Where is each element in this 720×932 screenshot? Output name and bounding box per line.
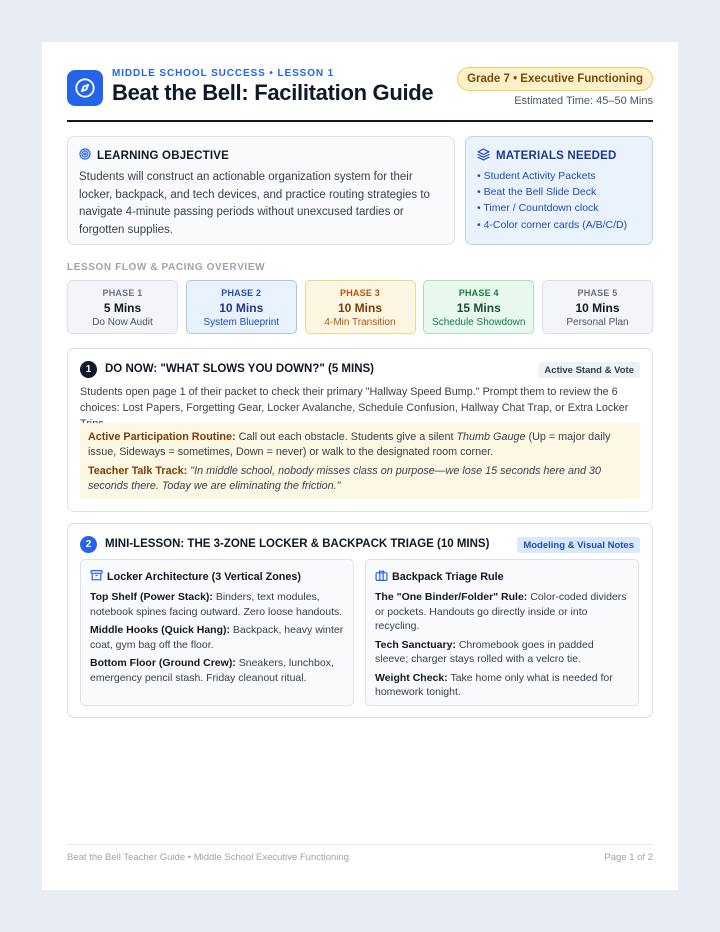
target-icon xyxy=(79,148,91,163)
zone-item-text: Chromebook goes in padded sleeve; charger stays rolled with a velcro tie. xyxy=(375,638,594,665)
routine-text: Call out each obstacle. Students give a silent xyxy=(235,431,457,443)
briefcase-icon xyxy=(375,569,388,585)
zone-item-text: Color-coded dividers or pockets. Handouts go directly inside or into recycling. xyxy=(375,591,627,632)
zone-item xyxy=(375,638,629,667)
lesson-kicker: MIDDLE SCHOOL SUCCESS • LESSON 1 xyxy=(112,68,335,79)
phase-name: Personal Plan xyxy=(566,317,629,328)
phase-duration: 15 Mins xyxy=(456,301,501,315)
objective-text: Students will construct an actionable organization system for their locker, backpack, and tech devices, and practice routing strategies to navigate 4-minute passing periods without unexcused tardies or forgotten supplies. xyxy=(79,171,430,236)
section-title: DO NOW: "WHAT SLOWS YOU DOWN?" (5 MINS) xyxy=(105,363,374,375)
phase-name: 4-Min Transition xyxy=(324,317,396,328)
compass-icon xyxy=(67,70,103,106)
phase-card-4 xyxy=(423,280,534,334)
phase-name: System Blueprint xyxy=(203,317,280,328)
zone-item xyxy=(90,590,344,619)
locker-architecture-card xyxy=(80,559,354,706)
materials-item: • Beat the Bell Slide Deck xyxy=(477,186,597,199)
lesson-flow-label: LESSON FLOW & PACING OVERVIEW xyxy=(67,262,266,273)
zone-item-label: Tech Sanctuary: xyxy=(375,638,456,651)
zone-item-text: Take home only what is needed for homework tonight. xyxy=(375,671,613,698)
zone-item xyxy=(375,590,629,634)
objective-heading: LEARNING OBJECTIVE xyxy=(97,149,230,162)
phase-number: PHASE 5 xyxy=(577,288,618,298)
section-number-badge: 2 xyxy=(80,536,97,553)
phase-name: Schedule Showdown xyxy=(432,317,526,328)
phase-duration: 10 Mins xyxy=(219,301,264,315)
zone-item xyxy=(90,656,344,685)
zone-item-label: The "One Binder/Folder" Rule: xyxy=(375,591,528,603)
phase-card-3 xyxy=(305,280,416,334)
zone-item xyxy=(90,623,344,652)
backpack-triage-card xyxy=(365,559,639,706)
phase-number: PHASE 3 xyxy=(340,288,380,298)
zone-item xyxy=(375,671,629,700)
page-title: Beat the Bell: Facilitation Guide xyxy=(112,80,434,105)
phase-duration: 10 Mins xyxy=(575,301,620,315)
archive-icon xyxy=(90,569,103,585)
zone-item-label: Bottom Floor (Ground Crew): xyxy=(90,657,236,669)
section-body: Students open page 1 of their packet to check their primary "Hallway Speed Bump." Prompt them to review the 6 choices: Lost Papers, Forgetting Gear, Locker Avalanche, Schedule Confusion, Hallway Chat Trap, or Extra Locker xyxy=(80,386,629,414)
materials-item: • Timer / Countdown clock xyxy=(477,202,599,215)
layers-icon xyxy=(477,148,490,164)
section-number-badge: 1 xyxy=(80,361,97,378)
zone-item-text: Binders, text modules, notebook spines facing outward. Zero loose handouts. xyxy=(90,591,343,618)
learning-objective-card xyxy=(67,136,455,245)
page-number: Page 1 of 2 xyxy=(604,852,653,863)
grade-badge: Grade 7 • Executive Functioning xyxy=(457,67,653,91)
phase-number: PHASE 2 xyxy=(221,288,262,298)
zone-item-label: Weight Check: xyxy=(375,671,448,684)
zone-item-text: Sneakers, lunchbox, emergency pencil stash. Friday cleanout ritual. xyxy=(90,657,334,684)
routine-emphasis: Thumb Gauge xyxy=(456,431,526,443)
phase-name: Do Now Audit xyxy=(92,317,153,328)
estimated-time: Estimated Time: 45–50 Mins xyxy=(514,95,653,107)
phase-number: PHASE 1 xyxy=(102,288,143,298)
materials-item: • Student Activity Packets xyxy=(477,170,596,182)
guide-page xyxy=(42,42,678,890)
phase-duration: 10 Mins xyxy=(337,301,382,315)
zone-item-label: Top Shelf (Power Stack): xyxy=(90,591,213,603)
zone-heading: Backpack Triage Rule xyxy=(392,571,504,583)
header-divider xyxy=(67,120,653,122)
materials-list xyxy=(477,168,641,233)
zone-item-label: Middle Hooks (Quick Hang): xyxy=(90,624,231,636)
zone-heading: Locker Architecture (3 Vertical Zones) xyxy=(107,571,302,583)
footer-title: Beat the Bell Teacher Guide • Middle School Executive Functioning xyxy=(67,852,349,863)
routine-text-cont: (Up = major daily issue, Sideways = sometimes, Down = never) or walk to the designated room corner. xyxy=(88,431,611,458)
phase-card-1 xyxy=(67,280,178,334)
materials-item: • 4-Color corner cards (A/B/C/D) xyxy=(477,218,628,231)
phase-duration: 5 Mins xyxy=(103,301,142,315)
activity-tag: Active Stand & Vote xyxy=(538,362,640,378)
section-mini-lesson xyxy=(67,523,653,718)
section-title: MINI-LESSON: THE 3-ZONE LOCKER & BACKPACK TRIAGE (10 MINS) xyxy=(105,538,490,550)
routine-label: Active Participation Routine: xyxy=(88,431,236,443)
phase-card-5 xyxy=(542,280,653,334)
phase-card-2 xyxy=(186,280,297,334)
materials-heading: MATERIALS NEEDED xyxy=(496,150,617,162)
phase-number: PHASE 4 xyxy=(458,288,499,298)
materials-card xyxy=(465,136,653,245)
teacher-note-box xyxy=(80,423,640,499)
talk-track-text: "In middle school, nobody misses class on purpose—we lose 15 seconds here and 30 seconds there. Today we are eliminating the friction." xyxy=(88,465,601,492)
talk-track-label: Teacher Talk Track: xyxy=(88,465,188,477)
activity-tag: Modeling & Visual Notes xyxy=(517,537,640,553)
section-do-now xyxy=(67,348,653,512)
zone-item-text: Backpack, heavy winter coat, gym bag off the floor. xyxy=(90,624,344,651)
footer-divider xyxy=(67,844,653,845)
